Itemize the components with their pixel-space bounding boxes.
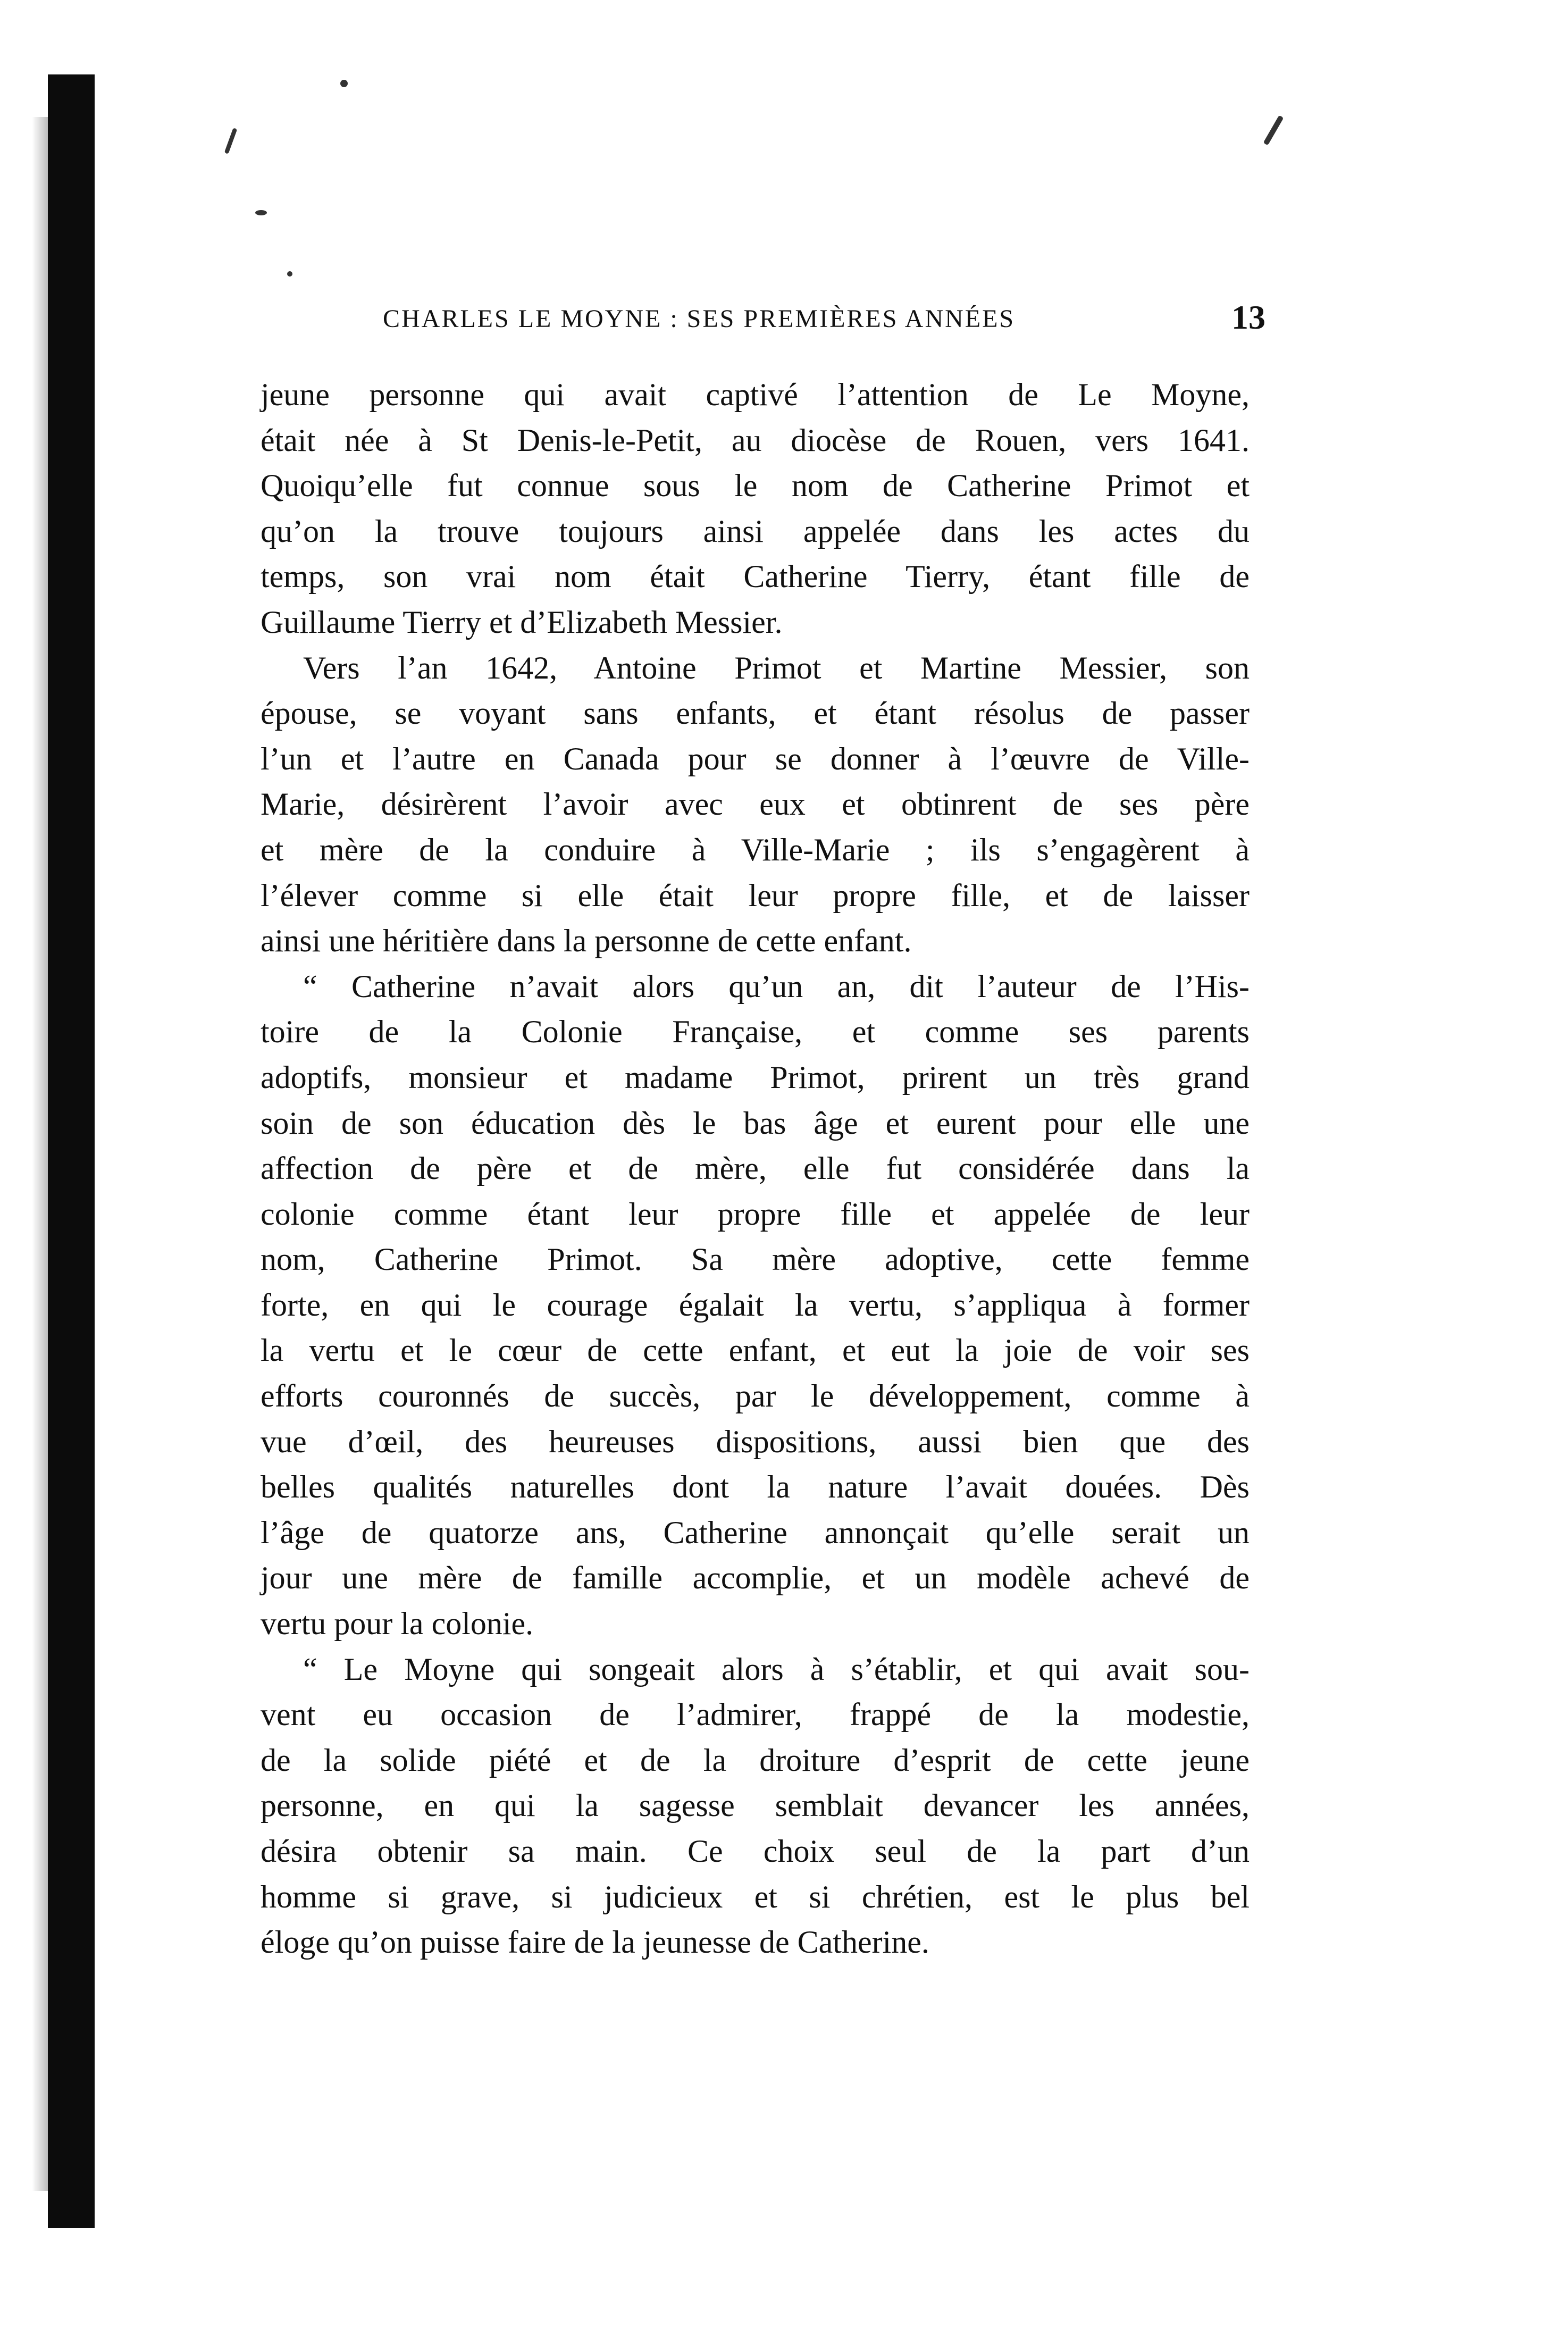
speck xyxy=(1263,115,1284,146)
text-line: soin de son éducation dès le bas âge et eurent pour elle une xyxy=(261,1105,1250,1141)
text-line: vertu pour la colonie. xyxy=(261,1606,534,1642)
text-line: homme si grave, si judicieux et si chrétien, est le plus bel xyxy=(261,1879,1250,1914)
text-line: jour une mère de famille accomplie, et un modèle achevé de xyxy=(261,1560,1250,1596)
text-line: Quoiqu’elle fut connue sous le nom de Catherine Primot et xyxy=(261,468,1250,504)
text-line: vent eu occasion de l’admirer, frappé de la modestie, xyxy=(261,1697,1250,1733)
text-line: toire de la Colonie Française, et comme ses parents xyxy=(261,1014,1250,1050)
text-line: Guillaume Tierry et d’Elizabeth Messier. xyxy=(261,604,783,640)
page-number: 13 xyxy=(1231,298,1265,336)
text-line: Vers l’an 1642, Antoine Primot et Martine Messier, son xyxy=(303,650,1250,685)
speck xyxy=(340,80,348,87)
text-line: vue d’œil, des heureuses dispositions, aussi bien que des xyxy=(261,1424,1250,1459)
text-line: de la solide piété et de la droiture d’esprit de cette jeune xyxy=(261,1742,1250,1778)
paragraph-2 xyxy=(261,646,1250,964)
text-line: ainsi une héritière dans la personne de cette enfant. xyxy=(261,923,912,959)
text-line: l’un et l’autre en Canada pour se donner à l’œuvre de Ville- xyxy=(261,741,1250,776)
speck xyxy=(287,271,292,277)
text-line: efforts couronnés de succès, par le développement, comme à xyxy=(261,1378,1250,1414)
text-line: adoptifs, monsieur et madame Primot, prirent un très grand xyxy=(261,1059,1250,1095)
text-line: nom, Catherine Primot. Sa mère adoptive, cette femme xyxy=(261,1242,1250,1277)
speck xyxy=(255,210,267,215)
text-line: jeune personne qui avait captivé l’attention de Le Moyne, xyxy=(261,377,1250,412)
speck xyxy=(224,128,238,154)
text-line: affection de père et de mère, elle fut considérée dans la xyxy=(261,1151,1250,1186)
paragraph-1 xyxy=(261,372,1250,646)
text-line: l’âge de quatorze ans, Catherine annonçait qu’elle serait un xyxy=(261,1515,1250,1550)
text-line: désira obtenir sa main. Ce choix seul de la part d’un xyxy=(261,1834,1250,1869)
running-title: CHARLES LE MOYNE : SES PREMIÈRES ANNÉES xyxy=(383,305,1016,333)
text-line: Marie, désirèrent l’avoir avec eux et obtinrent de ses père xyxy=(261,787,1250,822)
paragraph-4 xyxy=(261,1647,1250,1965)
text-line: colonie comme étant leur propre fille et appelée de leur xyxy=(261,1196,1250,1232)
text-line: épouse, se voyant sans enfants, et étant résolus de passer xyxy=(261,696,1250,731)
text-line: belles qualités naturelles dont la nature l’avait douées. Dès xyxy=(261,1469,1250,1505)
text-line: éloge qu’on puisse faire de la jeunesse de Catherine. xyxy=(261,1925,929,1960)
text-line: temps, son vrai nom était Catherine Tierry, étant fille de xyxy=(261,559,1250,595)
text-line: qu’on la trouve toujours ainsi appelée dans les actes du xyxy=(261,513,1250,549)
text-line: la vertu et le cœur de cette enfant, et eut la joie de voir ses xyxy=(261,1333,1250,1368)
body-text xyxy=(261,372,1250,1965)
binding-shadow xyxy=(48,74,95,2228)
text-line: personne, en qui la sagesse semblait devancer les années, xyxy=(261,1788,1250,1823)
paragraph-3 xyxy=(261,964,1250,1647)
text-line: était née à St Denis-le-Petit, au diocèse de Rouen, vers 1641. xyxy=(261,422,1250,458)
text-line: l’élever comme si elle était leur propre fille, et de laisser xyxy=(261,877,1250,913)
text-line: “ Le Moyne qui songeait alors à s’établir, et qui avait sou- xyxy=(303,1651,1250,1687)
text-line: “ Catherine n’avait alors qu’un an, dit l’auteur de l’His- xyxy=(303,968,1250,1004)
text-line: forte, en qui le courage égalait la vertu, s’appliqua à former xyxy=(261,1287,1250,1323)
page-header xyxy=(383,298,1265,346)
text-line: et mère de la conduire à Ville-Marie ; ils s’engagèrent à xyxy=(261,832,1250,867)
